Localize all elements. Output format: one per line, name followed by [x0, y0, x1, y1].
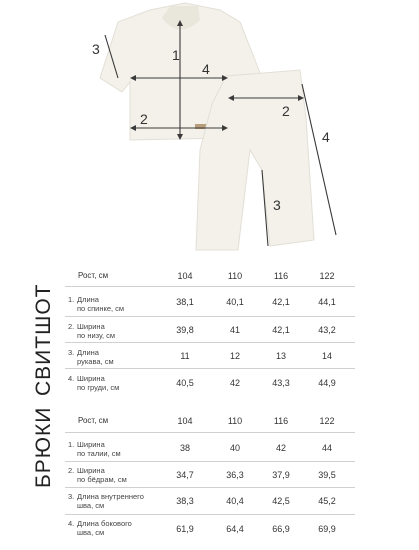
table-cell: 11 [180, 351, 190, 361]
label-2: 2 [140, 111, 148, 127]
divider [65, 342, 355, 343]
table-cell: 38,3 [176, 496, 194, 506]
divider [65, 316, 355, 317]
table-cell: 34,7 [176, 470, 194, 480]
table-cell: 42 [229, 378, 240, 388]
sweatshirt-row-4-label: 4. Ширина по груди, см [68, 374, 120, 392]
table-cell: 39,5 [318, 470, 336, 480]
label-4: 4 [202, 61, 210, 77]
table-cell: 61,9 [176, 524, 194, 534]
table-cell: 36,3 [226, 470, 244, 480]
table-cell: 41 [229, 325, 240, 335]
sweatshirt-row-3-label: 3. Длина рукава, см [68, 348, 114, 366]
pants-size-116: 116 [273, 416, 289, 426]
label-pants-3: 3 [273, 197, 281, 213]
sweatshirt-row-2-label: 2. Ширина по низу, см [68, 322, 116, 340]
table-cell: 45,2 [318, 496, 336, 506]
divider [65, 487, 355, 488]
divider [65, 461, 355, 462]
table-cell: 39,8 [176, 325, 194, 335]
table-cell: 13 [275, 351, 286, 361]
garment-measurement-illustration [0, 0, 419, 262]
table-cell: 66,9 [272, 524, 290, 534]
sweatshirt-size-110: 110 [227, 271, 243, 281]
sweatshirt-size-122: 122 [319, 271, 335, 281]
pants-size-110: 110 [227, 416, 243, 426]
label-3: 3 [92, 41, 100, 57]
pants-row-3-label: 3. Длина внутреннего шва, см [68, 492, 144, 510]
label-1: 1 [172, 47, 180, 63]
divider [65, 432, 355, 433]
pants-size-122: 122 [319, 416, 335, 426]
pants-size-104: 104 [177, 416, 193, 426]
table-cell: 64,4 [226, 524, 244, 534]
divider [65, 286, 355, 287]
table-cell: 43,2 [318, 325, 336, 335]
pants-row-1-label: 1. Ширина по талии, см [68, 440, 121, 458]
table-cell: 44,1 [318, 297, 336, 307]
table-cell: 40,4 [226, 496, 244, 506]
table-cell: 42,1 [272, 325, 290, 335]
pants-title: БРЮКИ [32, 406, 55, 488]
divider [65, 514, 355, 515]
table-cell: 42,5 [272, 496, 290, 506]
table-cell: 42 [275, 443, 286, 453]
table-cell: 40,1 [226, 297, 244, 307]
label-pants-4: 4 [322, 129, 330, 145]
table-cell: 14 [321, 351, 332, 361]
divider [65, 368, 355, 369]
label-pants-2: 2 [282, 103, 290, 119]
table-cell: 44,9 [318, 378, 336, 388]
table-cell: 42,1 [272, 297, 290, 307]
table-cell: 38 [179, 443, 190, 453]
table-cell: 43,3 [272, 378, 290, 388]
pants-row-2-label: 2. Ширина по бёдрам, см [68, 466, 127, 484]
table-cell: 40 [229, 443, 240, 453]
sweatshirt-size-104: 104 [177, 271, 193, 281]
sweatshirt-size-116: 116 [273, 271, 289, 281]
pants-header-label: Рост, см [78, 416, 109, 425]
table-cell: 38,1 [176, 297, 194, 307]
pants-row-4-label: 4. Длина бокового шва, см [68, 519, 132, 537]
sweatshirt-header-label: Рост, см [78, 271, 109, 280]
table-cell: 44 [321, 443, 332, 453]
table-cell: 37,9 [272, 470, 290, 480]
table-cell: 69,9 [318, 524, 336, 534]
sweatshirt-title: СВИТШОТ [32, 283, 55, 396]
table-cell: 40,5 [176, 378, 194, 388]
table-cell: 12 [229, 351, 240, 361]
sweatshirt-row-1-label: 1. Длина по спинке, см [68, 295, 125, 313]
